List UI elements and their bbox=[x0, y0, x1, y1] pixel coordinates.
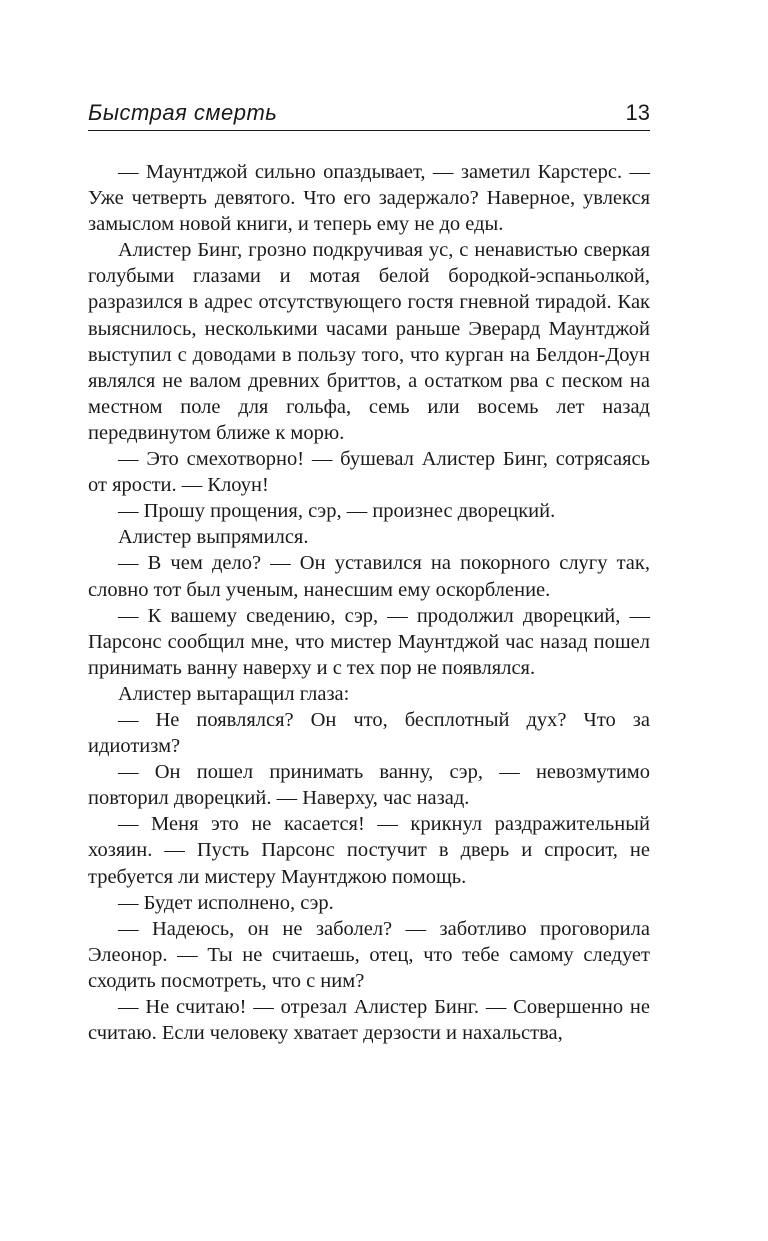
paragraph: Алистер выпрямился. bbox=[118, 526, 309, 549]
paragraph: Алистер Бинг, грозно подкручивая ус, с ненавистью сверкая голубыми глазами и мотая белой бородкой-эспаньолкой, разразился в адрес отсутствующего гостя гневной тирадой. Как выяснилось, несколькими часами раньше Эверард Маунтджой выступил с доводами в пользу того, что курган на Белдон-Доун являлся не валом древних бриттов, а остатком рва с песком на местном поле для гольфа, семь или восемь лет назад передвинутом ближе к морю. bbox=[88, 239, 650, 444]
paragraph: — Это смехотворно! — бушевал Алистер Бинг, сотрясаясь от ярости. — Клоун! bbox=[88, 448, 650, 497]
paragraph: — К вашему сведению, сэр, — продолжил дворецкий, — Парсонс сообщил мне, что мистер Маунтджой час назад пошел принимать ванну наверху и с тех пор не появлялся. bbox=[88, 604, 650, 679]
page-number: 13 bbox=[625, 100, 650, 125]
paragraph: Алистер вытаращил глаза: bbox=[118, 682, 350, 705]
paragraph: — Прошу прощения, сэр, — произнес дворецкий. bbox=[118, 500, 556, 523]
page-header bbox=[88, 98, 650, 131]
paragraph: — Маунтджой сильно опаздывает, — заметил Карстерс. — Уже четверть девятого. Что его задержало? Наверное, увлекся замыслом новой книги, и теперь ему не до еды. bbox=[88, 161, 650, 236]
running-title: Быстрая смерть bbox=[88, 100, 278, 125]
paragraph: — Надеюсь, он не заболел? — заботливо проговорила Элеонор. — Ты не считаешь, отец, что тебе самому следует сходить посмотреть, что с ним? bbox=[88, 917, 650, 992]
paragraph: — Будет исполнено, сэр. bbox=[118, 891, 334, 914]
paragraph: — Не считаю! — отрезал Алистер Бинг. — Совершенно не считаю. Если человеку хватает дерзости и нахальства, bbox=[88, 996, 650, 1045]
paragraph: — Меня это не касается! — крикнул раздражительный хозяин. — Пусть Парсонс постучит в дверь и спросит, не требуется ли мистеру Маунтджою помощь. bbox=[88, 813, 650, 888]
body-text bbox=[88, 159, 650, 1046]
paragraph: — В чем дело? — Он уставился на покорного слугу так, словно тот был ученым, нанесшим ему оскорбление. bbox=[88, 552, 650, 601]
paragraph: — Не появлялся? Он что, бесплотный дух? Что за идиотизм? bbox=[88, 708, 650, 758]
paragraph: — Он пошел принимать ванну, сэр, — невозмутимо повторил дворецкий. — Наверху, час назад. bbox=[88, 761, 650, 810]
